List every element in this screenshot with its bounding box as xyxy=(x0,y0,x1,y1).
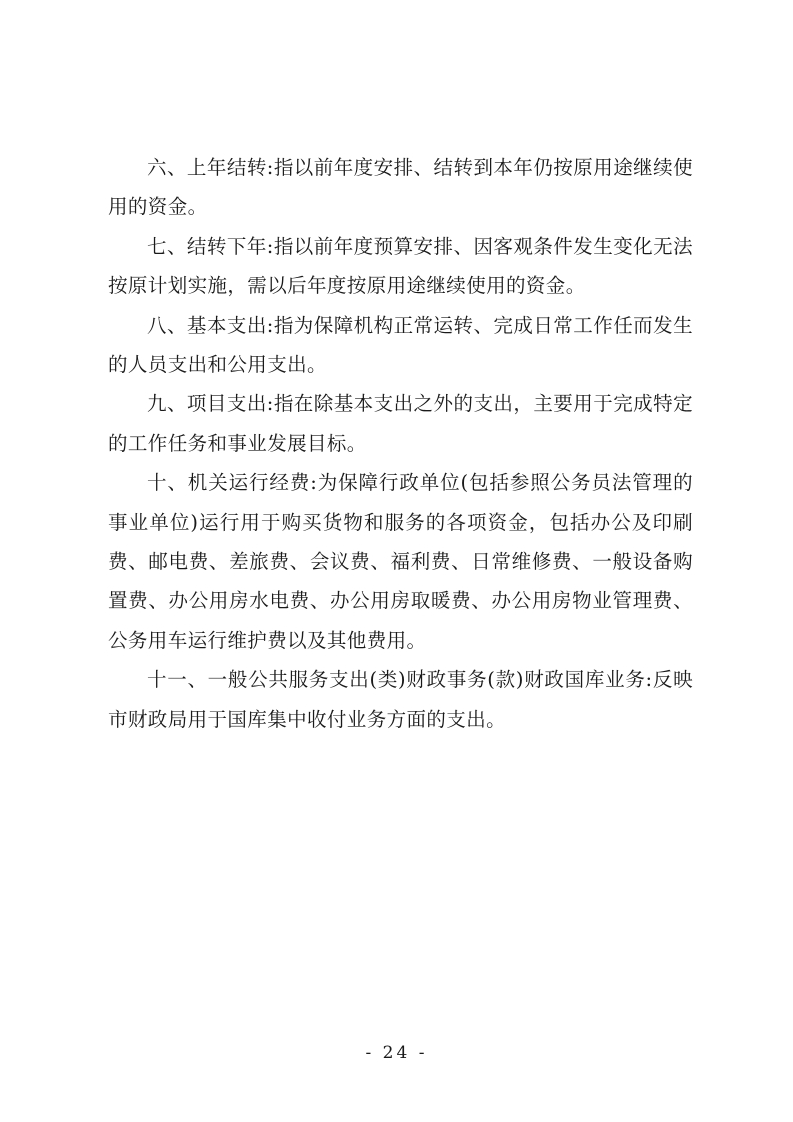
paragraph-treasury-business: 十一、一般公共服务支出(类)财政事务(款)财政国库业务:反映市财政局用于国库集中收付业务方面的支出。 xyxy=(108,668,693,731)
paragraph-operating-expenses: 十、机关运行经费:为保障行政单位(包括参照公务员法管理的事业单位)运行用于购买货物和服务的各项资金，包括办公及印刷费、邮电费、差旅费、会议费、福利费、日常维修费、一般设备购置费、办公用房水电费、办公用房取暖费、办公用房物业管理费、公务用车运行维护费以及其他费用。 xyxy=(108,471,693,652)
paragraph-project-expenditure: 九、项目支出:指在除基本支出之外的支出，主要用于完成特定的工作任务和事业发展目标。 xyxy=(108,392,693,455)
paragraph-basic-expenditure: 八、基本支出:指为保障机构正常运转、完成日常工作任而发生的人员支出和公用支出。 xyxy=(108,313,693,377)
page-number: - 24 - xyxy=(365,1043,428,1063)
document-body xyxy=(108,148,693,739)
paragraph-carryover-next-year: 七、结转下年:指以前年度预算安排、因客观条件发生变化无法按原计划实施，需以后年度按原用途继续使用的资金。 xyxy=(108,234,693,298)
paragraph-carryover-last-year: 六、上年结转:指以前年度安排、结转到本年仍按原用途继续使用的资金。 xyxy=(108,156,693,219)
